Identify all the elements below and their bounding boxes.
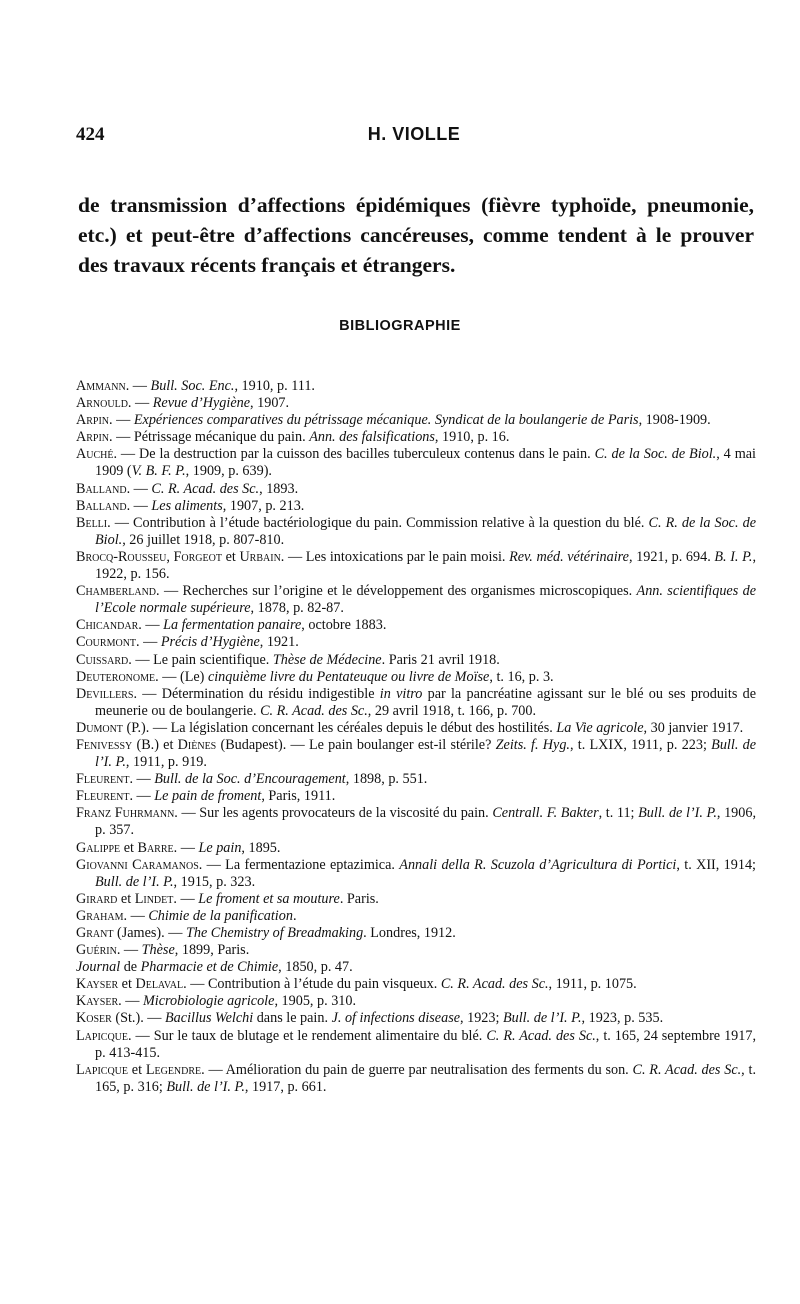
entry-text: . Paris. (339, 890, 379, 907)
entry-text: . Londres, 1912. (363, 925, 456, 941)
entry-text: , 1878, p. 82-87. (250, 600, 344, 617)
entry-text: . — Pétrissage mécanique du pain. (109, 429, 310, 446)
entry-coauthor: Diènes (177, 736, 217, 753)
entry-text: , 1911, p. 919. (125, 754, 207, 771)
entry-author: Ammann (76, 378, 126, 394)
bibliography-entry (76, 805, 756, 839)
entry-text: . — Le pain scientifique. (128, 651, 273, 668)
entry-title: B. I. P. (714, 548, 753, 565)
bibliography-entry (76, 1028, 756, 1062)
entry-text: et (221, 548, 240, 565)
entry-text: . — (173, 890, 199, 907)
entry-title: in vitro (379, 685, 423, 702)
entry-title: Le pain de froment (154, 788, 262, 805)
entry-title: Revue d’Hygiène (152, 395, 251, 412)
bibliography-entry (76, 652, 756, 669)
entry-text: . — (116, 942, 142, 959)
entry-text: , 1906, p. 357. (95, 805, 756, 839)
entry-text: et (128, 1061, 146, 1078)
entry-title: C. R. de la Soc. de Biol. (95, 514, 756, 548)
entry-text: . — Amélioration du pain de guerre par neutralisation des ferments du son. (201, 1061, 633, 1078)
entry-title: C. R. Acad. des Sc. (260, 702, 368, 719)
entry-author: Franz Fuhrmann (76, 805, 175, 822)
entry-author: Lapicque (76, 1061, 129, 1078)
entry-author: Giovanni Caramanos (76, 856, 199, 873)
entry-text: . — (126, 480, 152, 497)
bibliography-entry (76, 840, 756, 857)
entry-title: Bull. de l’I. P. (502, 1010, 582, 1027)
entry-text: , (166, 548, 174, 565)
entry-text: . — (138, 617, 164, 634)
entry-text: , 1915, p. 323. (173, 873, 256, 890)
entry-text: . Paris 21 avril 1918. (381, 651, 500, 668)
entry-title: La fermentation panaire (163, 617, 302, 634)
entry-author: Koser (76, 1010, 112, 1027)
bibliography-entry (76, 942, 756, 959)
entry-text: de (120, 959, 141, 976)
entry-text: , 1908-1909. (638, 412, 711, 429)
entry-text: . — Contribution à l’étude du pain visqueux. (183, 976, 441, 993)
entry-text: , 1909, p. 639). (185, 463, 272, 480)
entry-title: Bull. de l’I. P. (95, 873, 174, 890)
bibliography-entry (76, 788, 756, 805)
entry-coauthor: Urbain (239, 548, 281, 565)
bibliography-entry (76, 1062, 756, 1096)
entry-text: . — (109, 412, 134, 429)
bibliography-entry (76, 993, 756, 1010)
entry-text: . — (173, 839, 199, 856)
entry-title: Le froment et sa mouture (198, 890, 340, 907)
bibliography-entry (76, 857, 756, 891)
entry-title: Zeits. f. Hyg. (495, 736, 570, 753)
entry-text: , t. 165, p. 316; (95, 1061, 756, 1095)
entry-text: . — Recherches sur l’origine et le développement des organismes microscopiques. (156, 583, 637, 600)
entry-author: Belli (76, 514, 108, 531)
entry-title: Journal (76, 959, 121, 976)
bibliography-entry (76, 412, 756, 429)
bibliography-entry (76, 395, 756, 412)
bibliography-entry (76, 617, 756, 634)
entry-text: (P.). — La législation concernant les céréales depuis le début des hostilités. (122, 719, 557, 736)
entry-title: Thèse de Médecine (272, 651, 382, 668)
entry-title: C. R. Acad. des Sc. (486, 1027, 596, 1044)
entry-text: dans le pain. (253, 1010, 332, 1027)
entry-text: , 1910, p. 16. (434, 429, 510, 446)
entry-text: . — La fermentazione eptazimica. (198, 856, 400, 873)
entry-coauthor: Barre (137, 839, 174, 856)
entry-text: , Paris, 1911. (261, 788, 336, 805)
entry-title: J. of infections disease (331, 1010, 461, 1027)
running-header-author: H. VIOLLE (367, 124, 461, 144)
bibliography-entry (76, 908, 756, 925)
entry-title: Thèse (141, 942, 175, 959)
entry-title: V. B. F. P. (131, 463, 186, 480)
bibliography-entry (76, 771, 756, 788)
running-header (76, 124, 752, 150)
entry-text: . — Détermination du résidu indigestible (133, 685, 380, 702)
entry-author: Dumont (76, 719, 123, 736)
entry-text: . — (123, 907, 149, 924)
intro-paragraph: de transmission d’affections épidémiques (fièvre typhoïde, pneumonie, etc.) et peut-être d’affections cancéreuses, comme tendent à le prouver des travaux récents français et étrangers. (78, 192, 754, 277)
entry-text: , 1921. (259, 634, 299, 651)
bibliography-entry (76, 720, 756, 737)
entry-text: , 1905, p. 310. (274, 993, 357, 1010)
entry-author: Cuissard (76, 651, 129, 668)
entry-author: Girard (76, 890, 118, 907)
entry-text: , 1921, p. 694. (628, 548, 715, 565)
entry-text: et (118, 976, 136, 993)
entry-text: . — De la destruction par la cuisson des bacilles tuberculeux contenus dans le pain. (113, 446, 595, 463)
entry-coauthor: Delaval (135, 976, 184, 993)
entry-title: Bull. Soc. Enc. (150, 378, 235, 394)
bibliography-entry (76, 481, 756, 498)
section-title: BIBLIOGRAPHIE (339, 318, 461, 334)
entry-text: , 1899, Paris. (174, 942, 250, 959)
entry-title: Pharmacie et de Chimie (140, 959, 279, 976)
bibliography-list (76, 378, 756, 1096)
bibliography-entry (76, 515, 756, 549)
entry-text: , octobre 1883. (301, 617, 387, 634)
entry-title: Bull. de l’I. P. (95, 736, 756, 771)
bibliography-entry (76, 429, 756, 446)
entry-text: , t. 165, 24 septembre 1917, p. 413-415. (95, 1027, 757, 1061)
entry-text: . — (126, 497, 152, 514)
entry-text: . — (Le) (155, 668, 208, 685)
entry-text: , 1907, p. 213. (222, 497, 305, 514)
entry-title: Ann. scientifiques de l’Ecole normale supérieure (95, 583, 757, 617)
entry-text: , 29 avril 1918, t. 166, p. 700. (367, 702, 537, 719)
entry-author: Fenivessy (76, 736, 133, 753)
bibliography-entry (76, 634, 756, 651)
entry-text: , 1850, p. 47. (278, 959, 353, 976)
entry-text: , 1923; (460, 1010, 503, 1027)
entry-author: Guérin (76, 942, 117, 959)
entry-text: , 1898, p. 551. (345, 771, 428, 788)
entry-author: Grant (76, 925, 114, 941)
entry-title: Bull. de l’I. P. (166, 1078, 245, 1095)
entry-text: . — Sur les agents provocateurs de la viscosité du pain. (174, 805, 493, 822)
bibliography-entry (76, 498, 756, 515)
entry-title: C. R. Acad. des Sc. (151, 480, 260, 497)
entry-coauthor: Lindet (134, 890, 174, 907)
entry-title: Microbiologie agricole (142, 993, 275, 1010)
entry-text: . — (125, 378, 151, 394)
entry-author: Graham (76, 907, 124, 924)
entry-text: (B.) et (132, 736, 178, 753)
entry-title: The Chemistry of Breadmaking (185, 925, 364, 941)
entry-author: Arnould (76, 395, 128, 412)
entry-coauthor: Legendre (145, 1061, 202, 1078)
entry-text: , t. LXIX, 1911, p. 223; (569, 736, 712, 753)
entry-text: . — Les intoxications par le pain moisi. (280, 548, 510, 565)
entry-text: . — (129, 771, 155, 788)
entry-author: Fleurent (76, 771, 130, 788)
bibliography-entry (76, 925, 756, 942)
entry-text: , t. XII, 1914; (676, 856, 756, 873)
entry-title: La Vie agricole (556, 719, 644, 736)
entry-text: , t. 16, p. 3. (489, 668, 554, 685)
entry-text: , 26 juillet 1918, p. 807-810. (122, 531, 285, 548)
entry-text: (St.). — (111, 1010, 166, 1027)
entry-text: . — (136, 634, 161, 651)
entry-title: Précis d’Hygiène (160, 634, 260, 651)
entry-text: , 1895. (241, 839, 281, 856)
entry-title: C. R. Acad. des Sc. (440, 976, 549, 993)
entry-text: , 1893. (259, 480, 299, 497)
entry-author: Balland (76, 497, 127, 514)
entry-author: Balland (76, 480, 127, 497)
entry-text: (Budapest). — Le pain boulanger est-il stérile? (216, 736, 496, 753)
entry-title: C. R. Acad. des Sc. (632, 1061, 742, 1078)
entry-text: . — Sur le taux de blutage et le rendement alimentaire du blé. (128, 1027, 487, 1044)
entry-author: Kayser (76, 993, 119, 1010)
entry-title: Expériences comparatives du pétrissage mécanique. Syndicat de la boulangerie de Paris (133, 412, 639, 429)
entry-text: et (120, 839, 138, 856)
entry-author: Chicandar (76, 617, 139, 634)
entry-author: Brocq-Rousseu (76, 548, 167, 565)
entry-title: cinquième livre du Pentateuque ou livre de Moïse (207, 668, 490, 685)
bibliography-entry (76, 583, 756, 617)
entry-author: Courmont (76, 634, 137, 651)
entry-text: , 1911, p. 1075. (548, 976, 637, 993)
entry-title: Chimie de la panification (148, 907, 293, 924)
entry-text: , 1910, p. 111. (234, 378, 315, 394)
page-number: 424 (76, 124, 105, 145)
entry-author: Lapicque (76, 1027, 129, 1044)
entry-text: , 30 janvier 1917. (643, 719, 744, 736)
entry-text: , 1923, p. 535. (581, 1010, 664, 1027)
bibliography-entry (76, 891, 756, 908)
bibliography-entry (76, 686, 756, 720)
entry-author: Galippe (76, 839, 121, 856)
entry-text: (James). — (113, 925, 186, 941)
entry-text: par la pancréatine agissant sur le blé ou ses produits de meunerie ou de boulangerie. (95, 685, 756, 719)
entry-text: , 4 mai 1909 ( (95, 446, 756, 480)
bibliography-entry (76, 1010, 756, 1027)
entry-title: Les aliments (151, 497, 223, 514)
entry-text: , 1922, p. 156. (95, 548, 757, 583)
entry-author: Kayser (76, 976, 119, 993)
entry-text: . — (118, 993, 143, 1010)
entry-title: Ann. des falsifications (309, 429, 435, 446)
entry-author: Fleurent (76, 788, 130, 805)
entry-title: Rev. méd. vétérinaire (509, 548, 629, 565)
entry-author: Auché (76, 446, 114, 463)
bibliography-entry (76, 959, 756, 976)
bibliography-entry (76, 446, 756, 480)
entry-title: Le pain (198, 839, 242, 856)
entry-title: Bacillus Welchi (165, 1010, 254, 1027)
entry-text: . — (129, 788, 155, 805)
bibliography-entry (76, 549, 756, 583)
entry-text: . (292, 907, 297, 924)
entry-author: Arpin (76, 412, 110, 429)
entry-text: , 1917, p. 661. (244, 1078, 327, 1095)
entry-author: Devillers (76, 685, 134, 702)
entry-text: , 1907. (250, 395, 290, 412)
entry-title: Bull. de la Soc. d’Encouragement (154, 771, 346, 788)
entry-title: C. de la Soc. de Biol. (594, 446, 717, 463)
entry-text: , t. 11; (598, 805, 639, 822)
entry-title: Bull. de l’I. P. (638, 805, 717, 822)
entry-author: Deuteronome (76, 668, 156, 685)
entry-coauthor: Forgeot (173, 548, 222, 565)
bibliography-entry (76, 669, 756, 686)
entry-text: . — (127, 395, 153, 412)
entry-author: Chamberland (76, 583, 157, 600)
bibliography-entry (76, 737, 756, 771)
entry-title: Annali della R. Scuzola d’Agricultura di Portici (399, 856, 677, 873)
entry-text: . — Contribution à l’étude bactériologique du pain. Commission relative à la question du blé. (107, 514, 649, 531)
entry-text: et (117, 890, 135, 907)
bibliography-entry (76, 976, 756, 993)
entry-title: Centrall. F. Bakter (492, 805, 599, 822)
entry-author: Arpin (76, 429, 110, 446)
bibliography-entry (76, 378, 756, 395)
